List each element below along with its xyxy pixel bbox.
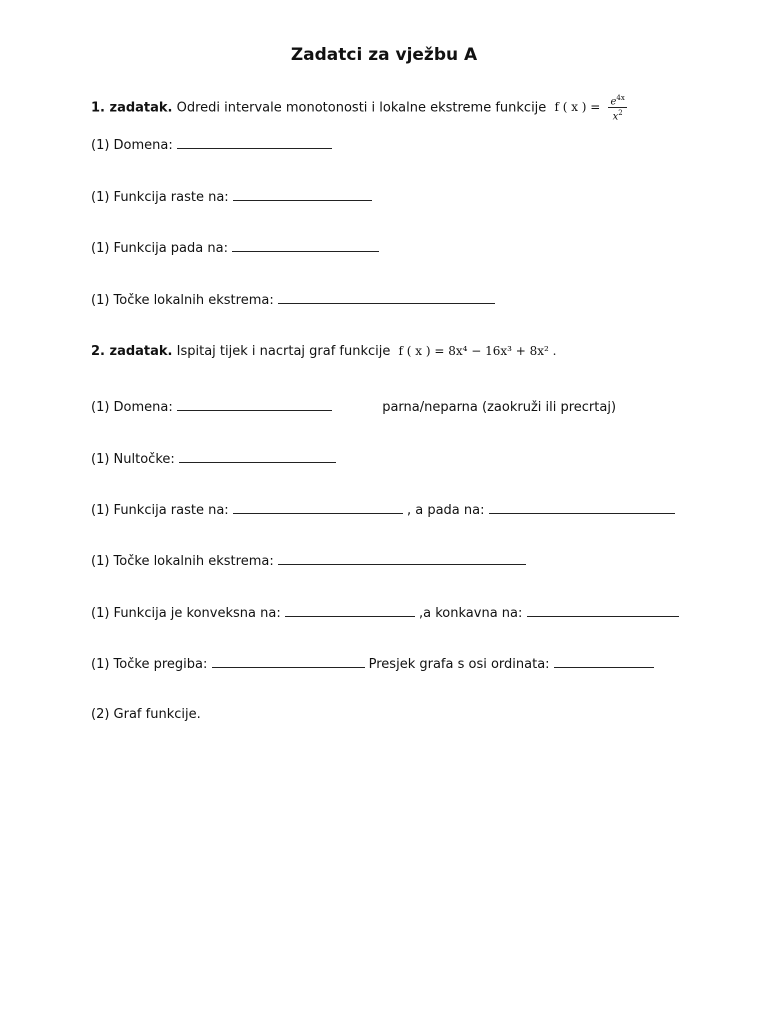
task2-concave-blank[interactable] <box>527 603 679 617</box>
task1-decrease-blank[interactable] <box>232 238 379 252</box>
task1-extrema-row <box>91 290 495 310</box>
task2-monotonic-row <box>91 500 675 520</box>
task2-domain-blank[interactable] <box>177 397 332 411</box>
task2-intercept-label: Presjek grafa s osi ordinata: <box>368 657 550 672</box>
task1-extrema-blank[interactable] <box>278 290 495 304</box>
task2-zeros-row <box>91 449 336 469</box>
task2-extrema-blank[interactable] <box>278 551 526 565</box>
task2-header <box>91 342 556 361</box>
task1-increase-blank[interactable] <box>233 187 372 201</box>
task1-formula-num: e <box>610 96 617 108</box>
task2-graph-row <box>91 706 201 724</box>
task2-text: Ispitaj tijek i nacrtaj graf funkcije <box>176 344 391 359</box>
task1-header <box>91 93 627 123</box>
task2-increase-label: (1) Funkcija raste na: <box>91 503 229 518</box>
task2-inflection-row <box>91 654 654 674</box>
task2-zeros-blank[interactable] <box>179 449 336 463</box>
task1-domain-label: (1) Domena: <box>91 138 173 153</box>
task2-inflection-blank[interactable] <box>212 654 365 668</box>
task2-decrease-label: , a pada na: <box>406 503 485 518</box>
task2-parity-label: parna/neparna (zaokruži ili precrtaj) <box>382 400 617 415</box>
task2-extrema-label: (1) Točke lokalnih ekstrema: <box>91 554 274 569</box>
page-title: Zadatci za vježbu A <box>290 45 478 65</box>
task2-convex-blank[interactable] <box>285 603 415 617</box>
task2-zeros-label: (1) Nultočke: <box>91 452 175 467</box>
task2-extrema-row <box>91 551 526 571</box>
task1-increase-row <box>91 187 372 207</box>
task2-decrease-blank[interactable] <box>489 500 675 514</box>
task1-formula-fraction <box>608 93 626 123</box>
task2-concave-label: ,a konkavna na: <box>419 606 523 621</box>
task2-formula: f ( x ) = 8x⁴ − 16x³ + 8x² . <box>398 344 557 358</box>
task1-formula-lhs: f ( x ) = <box>554 100 601 115</box>
task2-convex-label: (1) Funkcija je konveksna na: <box>91 606 281 621</box>
task1-formula-den-exp: 2 <box>618 109 623 118</box>
task2-convexity-row <box>91 603 679 623</box>
task2-domain-label: (1) Domena: <box>91 400 173 415</box>
task2-domain-row <box>91 397 616 417</box>
task1-text: Odredi intervale monotonosti i lokalne ekstreme funkcije <box>176 100 547 116</box>
task1-domain-row <box>91 135 332 155</box>
task1-formula-den: x <box>612 111 619 123</box>
task2-intercept-blank[interactable] <box>554 654 654 668</box>
task2-label: 2. zadatak. <box>91 344 173 359</box>
task1-domain-blank[interactable] <box>177 135 332 149</box>
task1-decrease-row <box>91 238 379 258</box>
task2-graph-label: (2) Graf funkcije. <box>91 707 201 722</box>
task1-label: 1. zadatak. <box>91 100 173 116</box>
task1-increase-label: (1) Funkcija raste na: <box>91 190 229 205</box>
task1-decrease-label: (1) Funkcija pada na: <box>91 241 228 256</box>
task1-formula-num-exp: 4x <box>616 94 625 102</box>
task2-increase-blank[interactable] <box>233 500 403 514</box>
task1-extrema-label: (1) Točke lokalnih ekstrema: <box>91 293 274 308</box>
task2-inflection-label: (1) Točke pregiba: <box>91 657 208 672</box>
